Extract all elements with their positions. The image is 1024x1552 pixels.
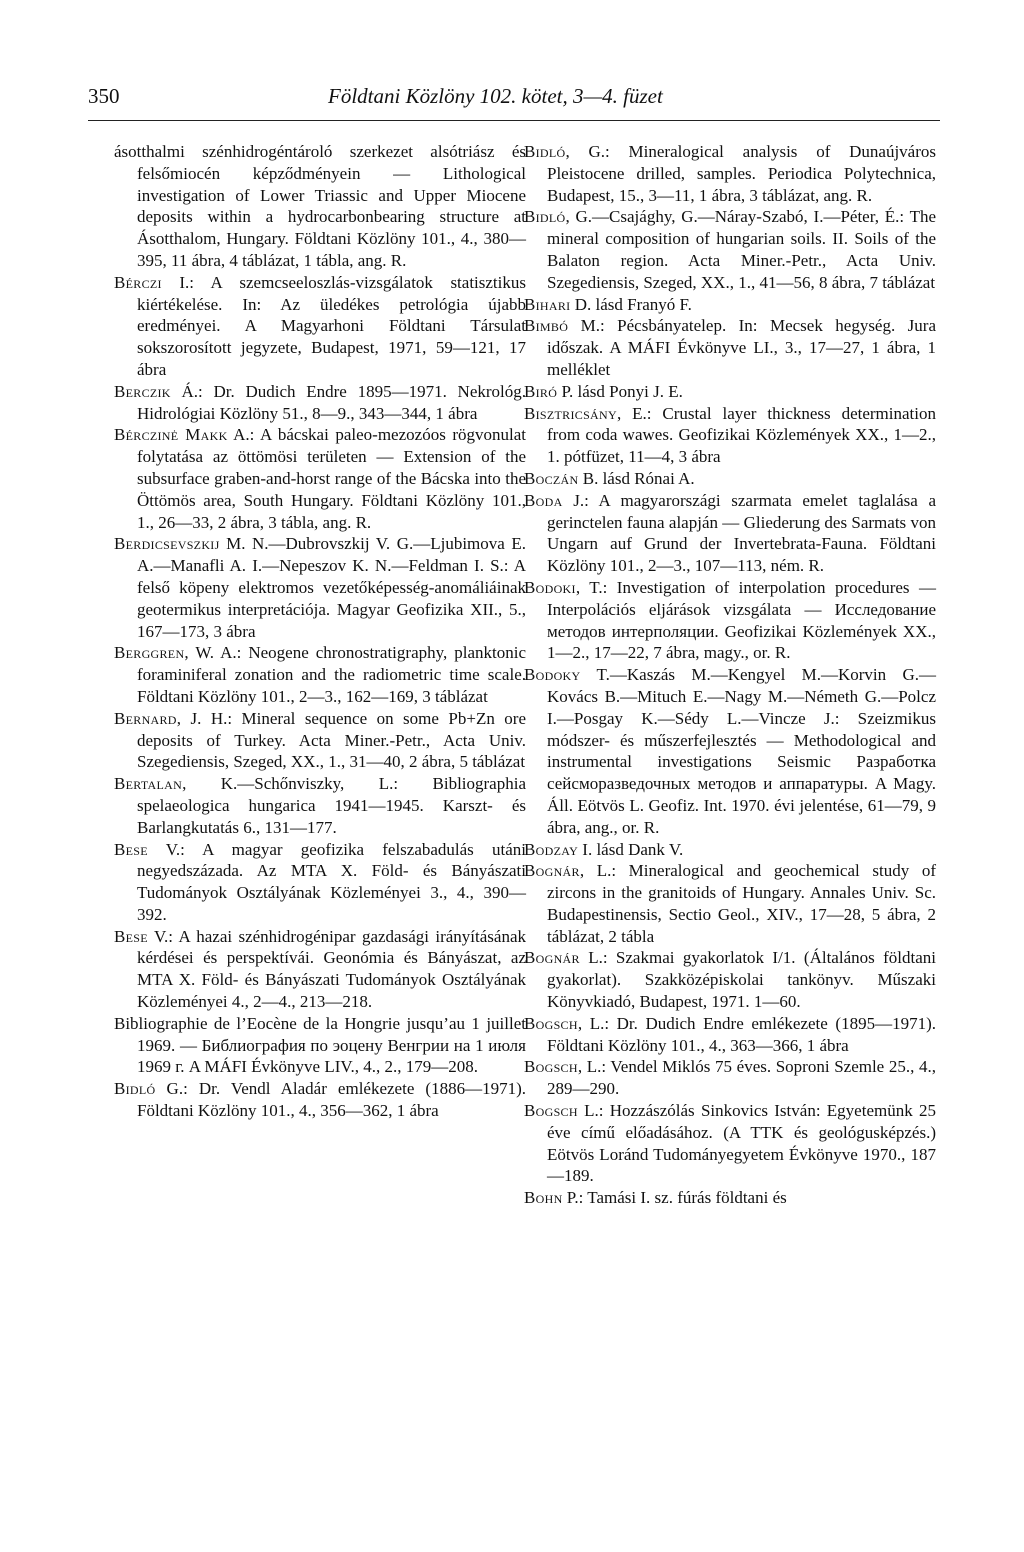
entry-text: B. lásd Rónai A.: [578, 468, 695, 488]
bibliography-entry: [114, 141, 526, 272]
entry-text: , L.: Vendel Miklós 75 éves. Soproni Szemle 25., 4., 289—290.: [547, 1057, 936, 1099]
bibliography-entry: [114, 773, 526, 838]
bibliography-entry: [524, 664, 936, 838]
entry-text: L.: Szakmai gyakorlatok I/1. (Általános földtani gyakorlat). Szakközépiskolai tankönyv. Műszaki Könyvkiadó, Budapest, 1971. 1—60.: [547, 948, 936, 1012]
bibliography-entry: [524, 141, 936, 206]
author-name: Biró: [524, 381, 558, 401]
entry-text: D. lásd Franyó F.: [570, 294, 692, 314]
author-name: Bérczinė Makk: [114, 425, 228, 445]
bibliography-entry: [114, 1013, 526, 1078]
bibliography-entry: [524, 468, 936, 490]
bibliography-entry: [524, 206, 936, 293]
entry-text: P.: Tamási I. sz. fúrás földtani és: [562, 1188, 787, 1208]
entry-text: M. N.—Dubrovszkij V. G.—Ljubimova E. A.—Manafli A. I.—Nepeszov K. N.—Feldman I. S.: A felső köpeny elektromos vezetőképesség-anomáliáinak geotermikus interpretációja. Magyar Geofizika XII., 5., 167—173, 3 ábra: [137, 534, 526, 641]
author-name: Berggren: [114, 643, 185, 663]
bibliography-entry: [114, 424, 526, 533]
entry-text: I.: A szemcseeloszlás-vizsgálatok statisztikus kiértékelése. In: Az üledékes petrológia újabb eredményei. A Magyarhoni Földtani Társulat sokszorosított jegyzete, Budapest, 1971, 59—121, 17 ábra: [137, 272, 526, 379]
bibliography-entry: [114, 1078, 526, 1122]
entry-text: , J. H.: Mineral sequence on some Pb+Zn ore deposits of Turkey. Acta Miner.-Petr., Acta Univ. Szegediensis, Szeged, XX., 1., 31—40, 2 ábra, 5 táblázat: [137, 708, 526, 772]
bibliography-entry: [524, 577, 936, 664]
author-name: Boczán: [524, 468, 579, 488]
author-name: Bidló: [524, 207, 566, 227]
bibliography-entry: [524, 1056, 936, 1100]
entry-text: T.—Kaszás M.—Kengyel M.—Korvin G.—Kovács B.—Mituch E.—Nagy M.—Németh G.—Polcz I.—Posgay K.—Sédy L.—Vincze J.: Szeizmikus módszer- és műszerfejlesztés — Methodological and instrumental investigations Seismic Разработка сейсморазведочных методов и аппаратуры. A Magy. Áll. Eötvös L. Geofiz. Int. 1970. évi jelentése, 61—79, 9 ábra, ang., or. R.: [547, 665, 936, 837]
author-name: Bidló: [114, 1079, 156, 1099]
bibliography-entry: [114, 839, 526, 926]
entry-text: , G.: Mineralogical analysis of Dunaújváros Pleistocene drilled, samples. Periodica Polytechnica, Budapest, 15., 3—11, 1 ábra, 3 táblázat, ang. R.: [547, 142, 936, 205]
entry-text: L.: Hozzászólás Sinkovics István: Egyetemünk 25 éve című előadásához. (A TTK és geológusképzés.) Eötvös Loránd Tudományegyetem Évkönyve 1970., 187—189.: [547, 1101, 936, 1186]
author-name: Berdicsevszkij: [114, 534, 220, 554]
entry-text: , E.: Crustal layer thickness determination from coda wawes. Geofizikai Közlemények XX., 1—2., 1. pótfüzet, 11—4, 3 ábra: [547, 403, 936, 467]
entry-text: M.: Pécsbányatelep. In: Mecsek hegység. Jura időszak. A MÁFI Évkönyve LI., 3., 17—27, 1 ábra, 1 melléklet: [547, 316, 936, 379]
bibliography-entry: [524, 860, 936, 947]
entry-text: P. lásd Ponyi J. E.: [557, 381, 683, 401]
author-name: Bernard: [114, 708, 177, 728]
bibliography-entry: [524, 839, 936, 861]
header-rule: [88, 120, 940, 121]
author-name: Bodoki: [524, 577, 576, 597]
author-name: Bérczi: [114, 272, 162, 292]
bibliography-entry: [114, 533, 526, 642]
author-name: Bimbó: [524, 316, 569, 336]
author-name: Bisztricsány: [524, 403, 617, 423]
entry-text: , L.: Mineralogical and geochemical study of zircons in the granitoids of Hungary. Annales Univ. Sc. Budapestinensis, Sectio Geol., XIV., 17—28, 5 ábra, 2 táblázat, 2 tábla: [547, 861, 936, 946]
author-name: Bognár: [524, 861, 580, 881]
author-name: Bese: [114, 839, 148, 859]
author-name: Bidló: [524, 142, 566, 161]
entry-text: , L.: Dr. Dudich Endre emlékezete (1895—1971). Földtani Közlöny 101., 4., 363—366, 1 ábra: [547, 1013, 936, 1055]
entry-text: , G.—Csajághy, G.—Náray-Szabó, I.—Péter, É.: The mineral composition of hungarian soils. II. Soils of the Balaton region. Acta Miner.-Petr., Acta Univ. Szegediensis, Szeged, XX., 1., 41—56, 8 ábra, 7 táblázat: [547, 207, 936, 292]
entry-text: J.: A magyarországi szarmata emelet taglalása a gerinctelen fauna alapján — Gliederung des Sarmats von Ungarn auf Grund der Invertebrata-Fauna. Földtani Közlöny 101., 2—3., 107—113, ném. R.: [547, 490, 936, 576]
entry-text: A.: A bácskai paleo-mezozóos rögvonulat folytatása az öttömösi területen — Extension of the subsurface graben-and-horst range of the Bácska into the Öttömös area, South Hungary. Földtani Közlöny 101., 1., 26—33, 2 ábra, 3 tábla, ang. R.: [137, 425, 526, 532]
bibliography-entry: [524, 1100, 936, 1187]
author-name: Berczik: [114, 381, 171, 401]
entry-text: , W. A.: Neogene chronostratigraphy, planktonic foraminiferal zonation and the radiometric time scale. Földtani Közlöny 101., 2—3., 162—169, 3 táblázat: [137, 643, 526, 706]
bibliography-entry: [114, 381, 526, 425]
entry-text: Á.: Dr. Dudich Endre 1895—1971. Nekrológ. Hidrológiai Közlöny 51., 8—9., 343—344, 1 ábra: [137, 381, 526, 423]
bibliography-entry: [524, 1187, 936, 1209]
right-column: [524, 141, 936, 1209]
bibliography-entry: [114, 642, 526, 707]
bibliography-entry: [524, 490, 936, 577]
author-name: Bihari: [524, 294, 571, 314]
entry-text: ásotthalmi szénhidrogéntároló szerkezet alsótriász és felsőmiocén képződményein — Lithological investigation of Lower Triassic and Upper Miocene deposits within a hydrocarbonbearing structure at Ásotthalom, Hungary. Földtani Közlöny 101., 4., 380—395, 11 ábra, 4 táblázat, 1 tábla, ang. R.: [114, 142, 526, 270]
author-name: Bohn: [524, 1188, 563, 1208]
author-name: Bogsch: [524, 1013, 578, 1033]
entry-text: Bibliographie de l’Eocène de la Hongrie jusqu’au 1 juillet 1969. — Библиография по эоцену Венгрии на 1 июля 1969 г. A MÁFI Évkönyve LIV., 4., 2., 179—208.: [114, 1013, 526, 1077]
running-title: Földtani Közlöny 102. kötet, 3—4. füzet: [328, 84, 663, 108]
author-name: Bognár: [524, 948, 580, 968]
bibliography-entry: [524, 947, 936, 1012]
left-column: [114, 141, 526, 1122]
author-name: Bogsch: [524, 1057, 578, 1077]
bibliography-entry: [524, 403, 936, 468]
author-name: Bogsch: [524, 1101, 578, 1121]
author-name: Bodoky: [524, 665, 581, 685]
author-name: Bertalan: [114, 774, 183, 794]
bibliography-entry: [114, 272, 526, 381]
author-name: Bodzay: [524, 839, 579, 859]
author-name: Bese: [114, 926, 148, 946]
bibliography-entry: [114, 926, 526, 1013]
page-number: 350: [88, 84, 120, 108]
bibliography-entry: [524, 381, 936, 403]
running-header: [88, 84, 938, 114]
entry-text: I. lásd Dank V.: [578, 839, 684, 859]
bibliography-entry: [524, 315, 936, 380]
bibliography-entry: [524, 294, 936, 316]
entry-text: G.: Dr. Vendl Aladár emlékezete (1886—1971). Földtani Közlöny 101., 4., 356—362, 1 ábra: [137, 1079, 526, 1121]
entry-text: , T.: Investigation of interpolation procedures — Interpolációs eljárások vizsgálata — Исследование методов интерполяции. Geofizikai Közlemények XX., 1—2., 17—22, 7 ábra, magy., or. R.: [547, 577, 936, 663]
bibliography-entry: [114, 708, 526, 773]
bibliography-entry: [524, 1013, 936, 1057]
entry-text: , K.—Schőnviszky, L.: Bibliographia spelaeologica hungarica 1941—1945. Karszt- és Barlangkutatás 6., 131—177.: [137, 774, 526, 837]
entry-text: V.: A magyar geofizika felszabadulás utáni negyedszázada. Az MTA X. Föld- és Bányászati Tudományok Osztályának Közleményei 3., 4., 390—392.: [137, 839, 526, 924]
author-name: Boda: [524, 490, 563, 510]
entry-text: V.: A hazai szénhidrogénipar gazdasági irányításának kérdései és perspektívái. Geonómia és Bányászat, az MTA X. Föld- és Bányászati Tudományok Osztályának Közleményei 4., 2—4., 213—218.: [137, 926, 526, 1012]
